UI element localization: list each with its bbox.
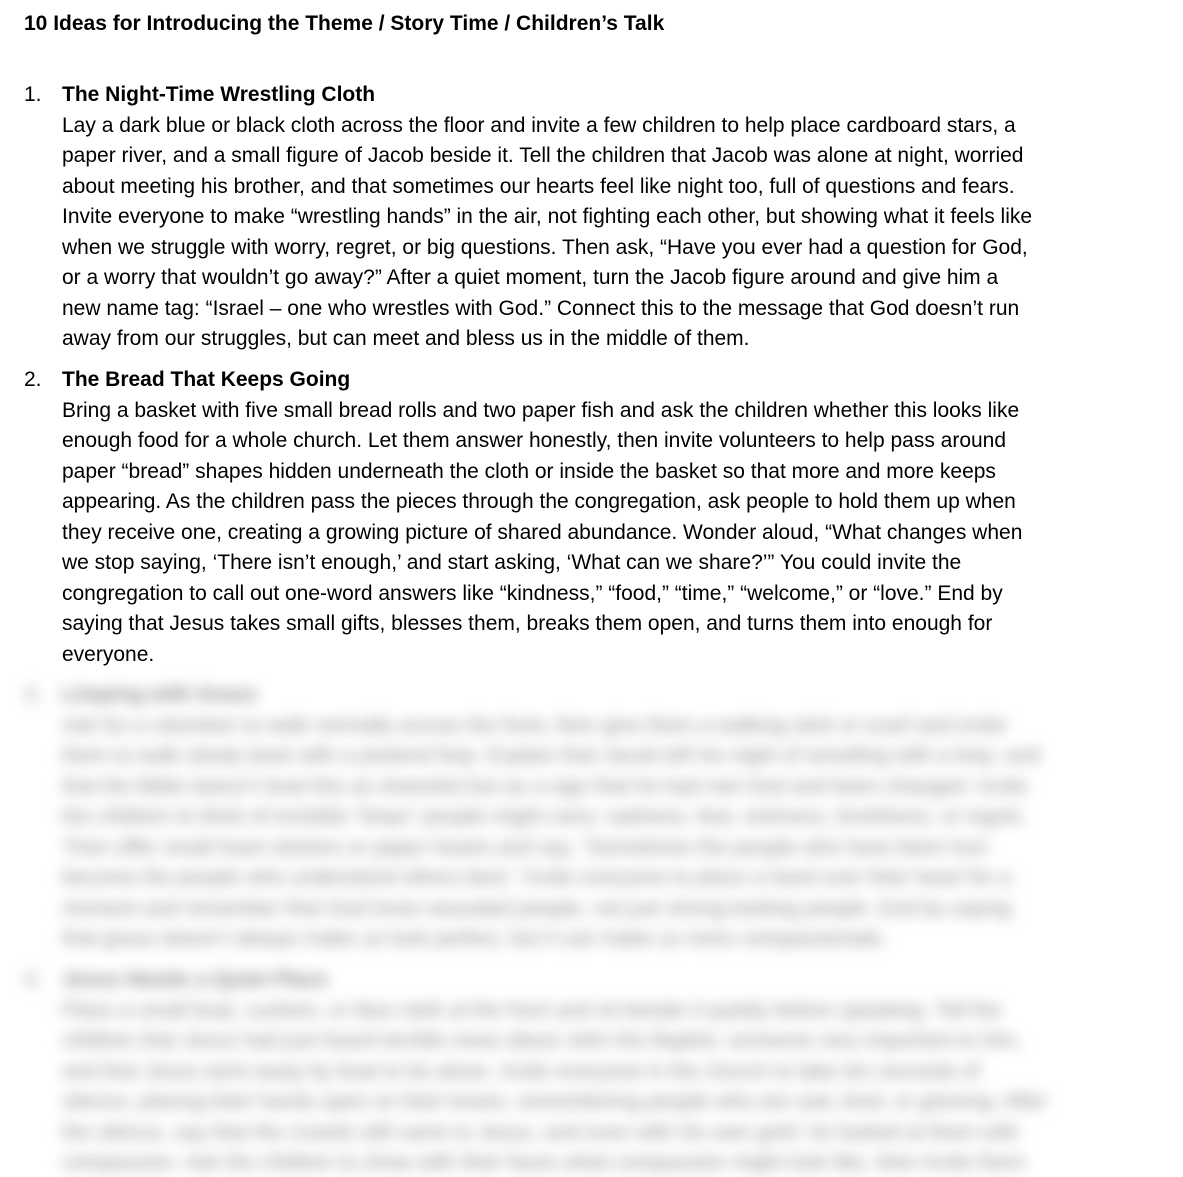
body-line: Place a small boat, cushion, or blue cloth at the front and sit beside it quietly before speaking. Tell the <box>62 998 1002 1022</box>
body-line: moment and remember that God loves wounded people, not just strong-looking people. End by saying <box>62 896 1012 920</box>
body-line: silence, placing their hands open on their knees, remembering people who are sad, tired, or grieving. After <box>62 1090 1048 1113</box>
item-title: Limping with Grace <box>62 683 257 706</box>
body-line: or a worry that wouldn’t go away?” After a quiet moment, turn the Jacob figure around and give him a <box>62 266 999 289</box>
item-body <box>62 711 1152 955</box>
body-line: and that Jesus went away by boat to be alone. Invite everyone in the church to take ten seconds of <box>62 1059 980 1083</box>
body-line: compassion. Ask the children to show with their faces what compassion might look like, then invite them <box>62 1151 1025 1174</box>
body-line: them to walk slowly back with a pretend limp. Explain that Jacob left his night of wrestling with a limp, and <box>62 744 1041 767</box>
body-line: Bring a basket with five small bread rolls and two paper fish and ask the children whether this looks like <box>62 398 1020 422</box>
body-line: the silence, say that the crowds still came to Jesus, and even with his own grief, he looked at them with <box>62 1120 1020 1144</box>
body-line: everyone. <box>62 642 155 666</box>
item-number: 3. <box>24 683 42 706</box>
body-line: the children to think of invisible “limps” people might carry: sadness, fear, sickness, loneliness, or regret. <box>62 805 1027 828</box>
body-line: they receive one, creating a growing picture of shared abundance. Wonder aloud, “What changes when <box>62 520 1023 544</box>
item-number: 4. <box>24 968 42 991</box>
body-line: become the people who understand others best.” Invite everyone to place a hand over their heart for a <box>62 866 1012 889</box>
item-body <box>62 996 1152 1177</box>
body-line: congregation to call out one-word answers like “kindness,” “food,” “time,” “welcome,” or “love.” End by <box>62 581 1003 605</box>
item-title: The Bread That Keeps Going <box>62 368 351 391</box>
item-number: 1. <box>24 83 42 106</box>
body-line: appearing. As the children pass the pieces through the congregation, ask people to hold them up when <box>62 490 1016 513</box>
item-number: 2. <box>24 368 42 391</box>
body-line: paper river, and a small figure of Jacob beside it. Tell the children that Jacob was alone at night, worried <box>62 144 1024 167</box>
body-line: about meeting his brother, and that sometimes our hearts feel like night too, full of questions and fears. <box>62 174 1015 198</box>
body-line: Lay a dark blue or black cloth across the floor and invite a few children to help place cardboard stars, a <box>62 113 1016 137</box>
body-line: away from our struggles, but can meet and bless us in the middle of them. <box>62 327 750 350</box>
item-body <box>62 396 1152 671</box>
item-title: The Night-Time Wrestling Cloth <box>62 83 376 106</box>
item-title: Jesus Needs a Quiet Place <box>62 968 329 991</box>
body-line: saying that Jesus takes small gifts, blesses them, breaks them open, and turns them into enough for <box>62 612 993 635</box>
body-line: that grace doesn’t always make us look perfect, but it can make us more compassionate. <box>62 927 888 950</box>
item-body <box>62 111 1152 355</box>
body-line: new name tag: “Israel – one who wrestles with God.” Connect this to the message that God doesn’t run <box>62 296 1020 320</box>
body-line: we stop saying, ‘There isn’t enough,’ and start asking, ‘What can we share?’” You could invite the <box>62 551 962 574</box>
body-line: enough food for a whole church. Let them answer honestly, then invite volunteers to help pass around <box>62 429 1007 452</box>
body-line: Then offer small heart stickers or paper hearts and say, “Sometimes the people who have been hurt <box>62 835 987 859</box>
body-line: children that Jesus had just heard terrible news about John the Baptist, someone very important to him, <box>62 1029 1022 1052</box>
body-line: paper “bread” shapes hidden underneath the cloth or inside the basket so that more and more keeps <box>62 459 996 483</box>
body-line: that the Bible doesn’t treat this as shameful but as a sign that he had met God and been changed. Invite <box>62 774 1028 798</box>
document-title: 10 Ideas for Introducing the Theme / Story Time / Children’s Talk <box>24 12 665 35</box>
body-line: Ask for a volunteer to walk normally across the front, then give them a walking stick or scarf and invite <box>62 713 1007 737</box>
body-line: when we struggle with worry, regret, or big questions. Then ask, “Have you ever had a question for God, <box>62 235 1028 259</box>
body-line: Invite everyone to make “wrestling hands” in the air, not fighting each other, but showing what it feels like <box>62 205 1033 228</box>
